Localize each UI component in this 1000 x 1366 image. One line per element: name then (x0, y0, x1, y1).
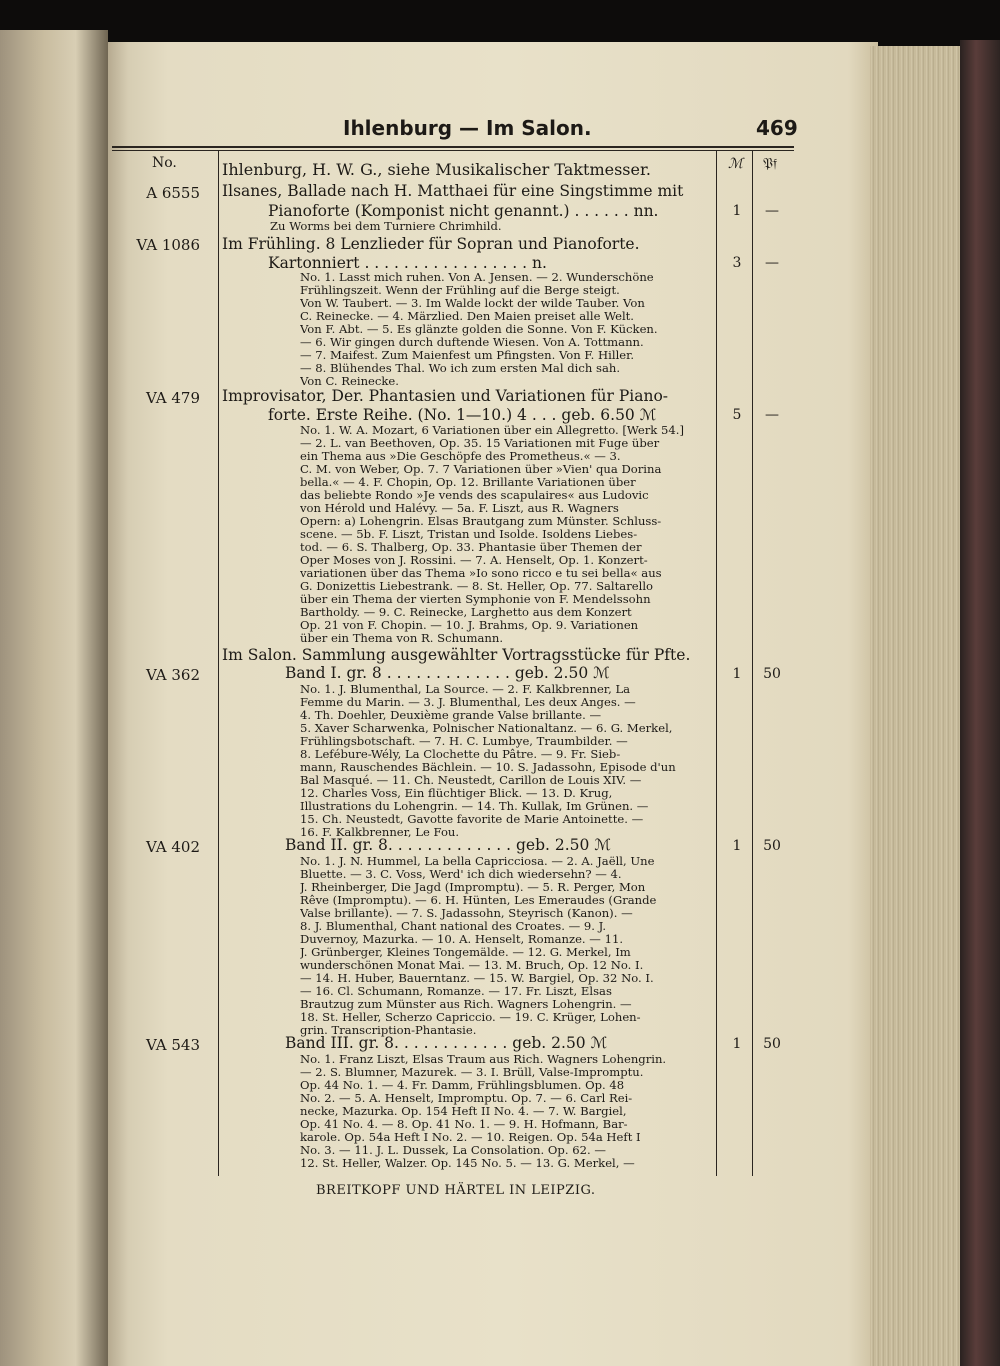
entry-line: Band I. gr. 8 . . . . . . . . . . . . . geb. 2.50 ℳ (285, 664, 610, 682)
entry-note: 15. Ch. Neustedt, Gavotte favorite de Marie Antoinette. — (300, 813, 644, 826)
entry-number: VA 543 (145, 1036, 200, 1054)
entry-note: No. 2. — 5. A. Henselt, Impromptu. Op. 7. — 6. Carl Rei- (300, 1092, 633, 1105)
entry-note: Zu Worms bei dem Turniere Chrimhild. (270, 220, 502, 233)
entry-note: Frühlingsbotschaft. — 7. H. C. Lumbye, Traumbilder. — (300, 735, 628, 748)
entry-note: Brautzug zum Münster aus Rich. Wagners Lohengrin. — (300, 998, 632, 1011)
entry-number: VA 402 (145, 838, 200, 856)
entry-note: tod. — 6. S. Thalberg, Op. 33. Phantasie über Themen der (300, 541, 642, 554)
entry-note: — 2. S. Blumner, Mazurek. — 3. I. Brüll, Valse-Impromptu. (300, 1066, 644, 1079)
entry-note: — 14. H. Huber, Bauerntanz. — 15. W. Bargiel, Op. 32 No. I. (300, 972, 654, 985)
entry-note: Rêve (Impromptu). — 6. H. Hünten, Les Emeraudes (Grande (300, 894, 657, 907)
price-pf: — (765, 203, 779, 219)
entry-note: Bartholdy. — 9. C. Reinecke, Larghetto aus dem Konzert (300, 606, 632, 619)
price-mark: 3 (732, 255, 742, 271)
entry-note: Op. 41 No. 4. — 8. Op. 41 No. 1. — 9. H. Hofmann, Bar- (300, 1118, 628, 1131)
price-mark: 1 (732, 1036, 742, 1052)
column-header-pf: 𝔓𝔣 (763, 156, 778, 172)
entry-note: C. M. von Weber, Op. 7. 7 Variationen über »Vien' qua Dorina (300, 463, 662, 476)
entry-note: — 16. Cl. Schumann, Romanze. — 17. Fr. Liszt, Elsas (300, 985, 612, 998)
page-title: Ihlenburg — Im Salon. (343, 116, 592, 140)
entry-note: — 6. Wir gingen durch duftende Wiesen. Von A. Tottmann. (300, 336, 644, 349)
entry-line: Band III. gr. 8. . . . . . . . . . . . geb. 2.50 ℳ (285, 1034, 608, 1052)
entry-line: Ihlenburg, H. W. G., siehe Musikalischer Taktmesser. (222, 160, 651, 179)
entry-note: No. 1. W. A. Mozart, 6 Variationen über ein Allegretto. [Werk 54.] (300, 424, 684, 437)
entry-note: — 7. Maifest. Zum Maienfest um Pfingsten. Von F. Hiller. (300, 349, 635, 362)
entry-number: VA 1086 (136, 236, 200, 254)
page-block-edge (870, 46, 970, 1366)
entry-number: VA 479 (145, 389, 200, 407)
entry-note: Bal Masqué. — 11. Ch. Neustedt, Carillon de Louis XIV. — (300, 774, 642, 787)
entry-note: No. 3. — 11. J. L. Dussek, La Consolation. Op. 62. — (300, 1144, 606, 1157)
entry-note: No. 1. J. N. Hummel, La bella Capricciosa. — 2. A. Jaëll, Une (300, 855, 655, 868)
entry-note: — 2. L. van Beethoven, Op. 35. 15 Variationen mit Fuge über (300, 437, 660, 450)
entry-note: Oper Moses von J. Rossini. — 7. A. Henselt, Op. 1. Konzert- (300, 554, 648, 567)
entry-note: über ein Thema der vierten Symphonie von F. Mendelssohn (300, 593, 651, 606)
entry-note: Von F. Abt. — 5. Es glänzte golden die Sonne. Von F. Kücken. (300, 323, 658, 336)
page-number: 469 (756, 116, 798, 140)
entry-note: No. 1. Franz Liszt, Elsas Traum aus Rich. Wagners Lohengrin. (300, 1053, 667, 1066)
entry-note: ein Thema aus »Die Geschöpfe des Prometheus.« — 3. (300, 450, 621, 463)
entry-note: 18. St. Heller, Scherzo Capriccio. — 19. C. Krüger, Lohen- (300, 1011, 641, 1024)
entry-note: grin. Transcription-Phantasie. (300, 1024, 477, 1037)
price-mark: 5 (732, 407, 742, 423)
header-rule-top (112, 146, 794, 148)
entry-note: wunderschönen Monat Mai. — 13. M. Bruch, Op. 12 No. I. (300, 959, 644, 972)
entry-note: bella.« — 4. F. Chopin, Op. 12. Brillante Variationen über (300, 476, 636, 489)
price-mark: 1 (732, 666, 742, 682)
entry-note: karole. Op. 54a Heft I No. 2. — 10. Reigen. Op. 54a Heft I (300, 1131, 641, 1144)
entry-note: — 8. Blühendes Thal. Wo ich zum ersten Mal dich sah. (300, 362, 621, 375)
entry-number: VA 362 (145, 666, 200, 684)
price-pf: 50 (763, 1036, 781, 1052)
page-footer: BREITKOPF UND HÄRTEL IN LEIPZIG. (316, 1183, 596, 1198)
entry-number: A 6555 (146, 184, 200, 202)
entry-note: von Hérold und Halévy. — 5a. F. Liszt, aus R. Wagners (300, 502, 619, 515)
entry-note: Von W. Taubert. — 3. Im Walde lockt der wilde Tauber. Von (300, 297, 645, 310)
entry-line: Improvisator, Der. Phantasien und Variationen für Piano- (222, 387, 669, 405)
entry-line: Ilsanes, Ballade nach H. Matthaei für eine Singstimme mit (222, 182, 684, 200)
entry-note: 4. Th. Doehler, Deuxième grande Valse brillante. — (300, 709, 602, 722)
entry-note: C. Reinecke. — 4. Märzlied. Den Maien preiset alle Welt. (300, 310, 634, 323)
entry-line: Band II. gr. 8. . . . . . . . . . . . . geb. 2.50 ℳ (285, 836, 611, 854)
entry-note: 8. Lefébure-Wély, La Clochette du Pâtre. — 9. Fr. Sieb- (300, 748, 621, 761)
entry-note: G. Donizettis Liebestrank. — 8. St. Heller, Op. 77. Saltarello (300, 580, 654, 593)
entry-note: Illustrations du Lohengrin. — 14. Th. Kullak, Im Grünen. — (300, 800, 649, 813)
entry-note: 5. Xaver Scharwenka, Polnischer Nationaltanz. — 6. G. Merkel, (300, 722, 673, 735)
price-pf: — (765, 255, 779, 271)
header-rule-bottom (112, 150, 794, 151)
entry-note: Opern: a) Lohengrin. Elsas Brautgang zum Münster. Schluss- (300, 515, 662, 528)
entry-note: über ein Thema von R. Schumann. (300, 632, 504, 645)
price-pf: 50 (763, 666, 781, 682)
entry-note: Bluette. — 3. C. Voss, Werd' ich dich wiedersehn? — 4. (300, 868, 622, 881)
entry-note: Femme du Marin. — 3. J. Blumenthal, Les deux Anges. — (300, 696, 636, 709)
entry-note: J. Rheinberger, Die Jagd (Impromptu). — 5. R. Perger, Mon (300, 881, 646, 894)
entry-line: Kartonniert . . . . . . . . . . . . . . . . . n. (268, 254, 547, 272)
entry-note: das beliebte Rondo »Je vends des scapulaires« aus Ludovic (300, 489, 649, 502)
entry-line: Im Frühling. 8 Lenzlieder für Sopran und Pianoforte. (222, 235, 640, 253)
book-spine (960, 40, 1000, 1366)
entry-note: variationen über das Thema »Io sono ricco e tu sei bella« aus (300, 567, 662, 580)
column-rule-left (218, 151, 219, 1176)
entry-note: necke, Mazurka. Op. 154 Heft II No. 4. — 7. W. Bargiel, (300, 1105, 627, 1118)
entry-note: mann, Rauschendes Bächlein. — 10. S. Jadassohn, Episode d'un (300, 761, 676, 774)
entry-note: Op. 21 von F. Chopin. — 10. J. Brahms, Op. 9. Variationen (300, 619, 639, 632)
entry-line: forte. Erste Reihe. (No. 1—10.) 4 . . . geb. 6.50 ℳ (268, 406, 657, 424)
entry-note: Valse brillante). — 7. S. Jadassohn, Steyrisch (Kanon). — (300, 907, 633, 920)
entry-note: No. 1. Lasst mich ruhen. Von A. Jensen. — 2. Wunderschöne (300, 271, 654, 284)
entry-note: J. Grünberger, Kleines Tongemälde. — 12. G. Merkel, Im (300, 946, 631, 959)
entry-note: Op. 44 No. 1. — 4. Fr. Damm, Frühlingsblumen. Op. 48 (300, 1079, 625, 1092)
entry-line: Im Salon. Sammlung ausgewählter Vortragsstücke für Pfte. (222, 646, 691, 664)
entry-note: 8. J. Blumenthal, Chant national des Croates. — 9. J. (300, 920, 607, 933)
entry-note: scene. — 5b. F. Liszt, Tristan und Isolde. Isoldens Liebes- (300, 528, 638, 541)
entry-note: Duvernoy, Mazurka. — 10. A. Henselt, Romanze. — 11. (300, 933, 624, 946)
entry-note: 12. St. Heller, Walzer. Op. 145 No. 5. — 13. G. Merkel, — (300, 1157, 635, 1170)
price-mark: 1 (732, 203, 742, 219)
entry-note: Frühlingszeit. Wenn der Frühling auf die Berge steigt. (300, 284, 620, 297)
price-pf: 50 (763, 838, 781, 854)
column-header-mark: ℳ (728, 156, 743, 172)
entry-note: 12. Charles Voss, Ein flüchtiger Blick. — 13. D. Krug, (300, 787, 613, 800)
left-page-edge (0, 30, 108, 1366)
column-header-no: No. (152, 155, 177, 171)
entry-line: Pianoforte (Komponist nicht genannt.) . . . . . . nn. (268, 202, 659, 220)
price-pf: — (765, 407, 779, 423)
price-mark: 1 (732, 838, 742, 854)
entry-note: 16. F. Kalkbrenner, Le Fou. (300, 826, 460, 839)
entry-note: No. 1. J. Blumenthal, La Source. — 2. F. Kalkbrenner, La (300, 683, 631, 696)
entry-note: Von C. Reinecke. (300, 375, 399, 388)
